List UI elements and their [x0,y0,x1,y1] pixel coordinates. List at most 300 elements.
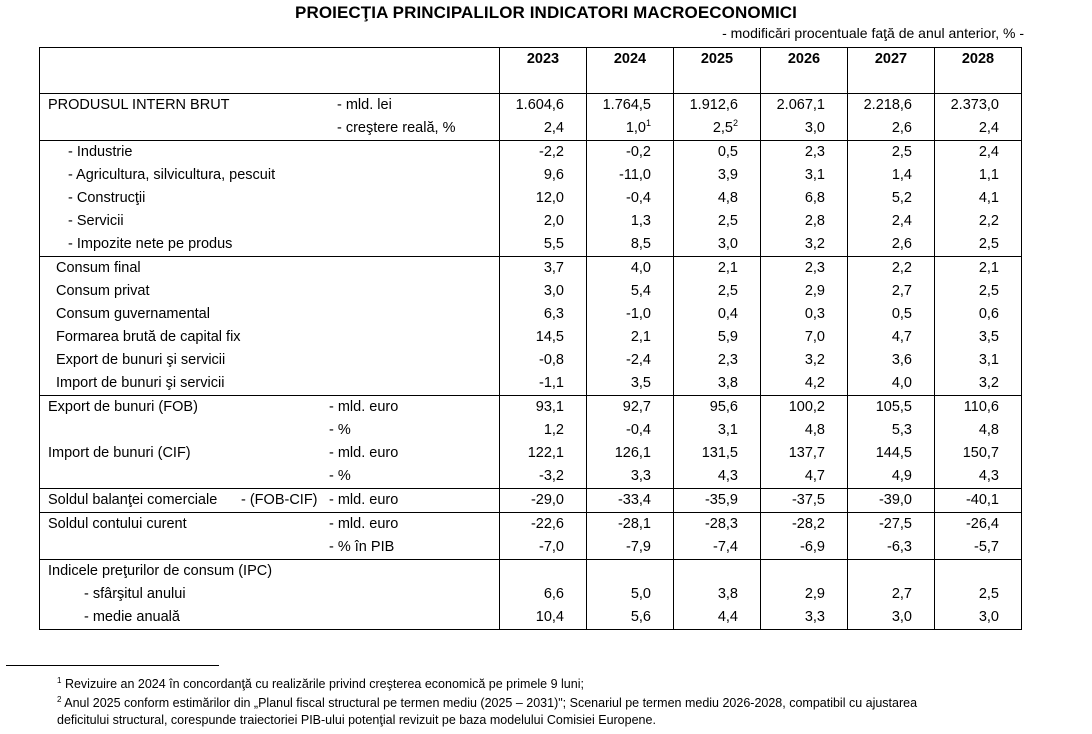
value-cell-2024 [587,210,674,233]
year-header-2023: 2023 [500,48,587,94]
row-label: Consum guvernamental [56,306,210,322]
value: 12,0 [535,190,564,206]
value-cell-2028 [935,489,1022,513]
row-unit: - mld. lei [337,97,392,113]
value-cell-2026 [761,117,848,141]
table-row [40,280,1022,303]
row-unit: - mld. euro [329,492,399,508]
value: -29,0 [530,492,564,508]
value-cell-2025 [674,210,761,233]
value-cell-2027 [848,210,935,233]
value: 2,1 [978,260,999,276]
value: -7,4 [713,539,738,555]
table-row [40,419,1022,442]
value: 126,1 [614,445,651,461]
table-row [40,583,1022,606]
value: 0,5 [717,144,738,160]
value: 3,8 [717,375,738,391]
value: -1,0 [626,306,651,322]
value-cell-2027 [848,187,935,210]
value-cell-2027 [848,233,935,257]
value: 3,8 [717,586,738,602]
value-cell-2023 [500,187,587,210]
table-row [40,396,1022,420]
value: -37,5 [791,492,825,508]
value-cell-2023 [500,164,587,187]
value-cell-2027 [848,489,935,513]
value-cell-2025 [674,489,761,513]
footnote-number: 1 [57,676,62,685]
value: 92,7 [622,399,651,415]
value: 4,0 [630,260,651,276]
year-header-2025: 2025 [674,48,761,94]
footnote-ref: 1 [645,118,651,128]
value-cell-2023 [500,513,587,537]
value: 4,3 [717,468,738,484]
table-row [40,489,1022,513]
row-label-cell [40,465,500,489]
value: 150,7 [962,445,999,461]
value: 2,4 [891,213,912,229]
value-cell-2023 [500,94,587,118]
value: 2,7 [891,283,912,299]
value-cell-2026 [761,606,848,630]
row-unit: - mld. euro [329,399,399,415]
value-cell-2025 [674,465,761,489]
value: -22,6 [530,516,564,532]
row-label-cell [40,164,500,187]
value-cell-2026 [761,187,848,210]
value-cell-2024 [587,465,674,489]
table-row [40,303,1022,326]
value: -33,4 [617,492,651,508]
value-cell-2023 [500,326,587,349]
value-cell-2028 [935,326,1022,349]
value-cell-2028 [935,141,1022,165]
value: 3,6 [891,352,912,368]
row-label-cell [40,210,500,233]
value-cell-2025 [674,141,761,165]
value: 144,5 [875,445,912,461]
value-cell-2023 [500,303,587,326]
value-cell-2026 [761,303,848,326]
value-cell-2024 [587,303,674,326]
value-cell-2025 [674,233,761,257]
footnote-number: 2 [57,695,62,704]
value: 1,1 [978,167,999,183]
value: 2.218,6 [863,97,912,113]
value-cell-2024 [587,349,674,372]
header-row [40,48,1022,94]
value: 2,2 [891,260,912,276]
value-cell-2027 [848,583,935,606]
value: 122,1 [527,445,564,461]
value-cell-2026 [761,489,848,513]
value-cell-2027 [848,560,935,584]
value-cell-2025 [674,583,761,606]
value: 0,6 [978,306,999,322]
value: 2,4 [543,120,564,136]
value: 7,0 [804,329,825,345]
value-cell-2027 [848,326,935,349]
value: 2,8 [804,213,825,229]
value: 100,2 [788,399,825,415]
value-cell-2026 [761,465,848,489]
row-label: Consum privat [56,283,150,299]
value: 2,5 [978,283,999,299]
value-cell-2024 [587,233,674,257]
row-label: Import de bunuri (CIF) [48,445,191,461]
value-cell-2023 [500,396,587,420]
table-row [40,372,1022,396]
value-cell-2025 [674,303,761,326]
value-cell-2023 [500,606,587,630]
header-label-cell [40,48,500,94]
value: -35,9 [704,492,738,508]
value: 4,1 [978,190,999,206]
footnote-separator [6,665,219,666]
year-header-2024: 2024 [587,48,674,94]
value: 2,5 [717,213,738,229]
value: 1,4 [891,167,912,183]
value-cell-2028 [935,187,1022,210]
value: 0,5 [891,306,912,322]
value-cell-2025 [674,606,761,630]
row-label: - Servicii [68,213,124,229]
table-row [40,187,1022,210]
value-cell-2023 [500,117,587,141]
value: 131,5 [701,445,738,461]
value: 110,6 [963,399,999,415]
value: 3,3 [630,468,651,484]
value: 2,1 [717,260,738,276]
value-cell-2025 [674,326,761,349]
value-cell-2025 [674,349,761,372]
value-cell-2025 [674,280,761,303]
value: 2,5 [712,120,733,136]
value-cell-2027 [848,396,935,420]
value-cell-2025 [674,117,761,141]
value: 6,6 [543,586,564,602]
value: 5,3 [891,422,912,438]
value: -7,0 [539,539,564,555]
value-cell-2023 [500,233,587,257]
value-cell-2024 [587,396,674,420]
row-label: Export de bunuri (FOB) [48,399,198,415]
value-cell-2026 [761,396,848,420]
value: 1.764,5 [602,97,651,113]
value: 2.373,0 [950,97,999,113]
value-cell-2028 [935,303,1022,326]
value: 3,0 [804,120,825,136]
footnote-text: deficitului structural, corespunde traiectoriei PIB-ului potenţial revizuit pe baza modelului Comisiei Europene. [57,713,656,727]
footnote [57,712,656,729]
value-cell-2026 [761,257,848,281]
row-label: - Industrie [68,144,133,160]
value-cell-2028 [935,583,1022,606]
value-cell-2024 [587,326,674,349]
value: 3,1 [804,167,825,183]
value: 3,1 [978,352,999,368]
value-cell-2026 [761,233,848,257]
value-cell-2028 [935,560,1022,584]
row-label-cell [40,372,500,396]
row-unit: - % [329,422,351,438]
value-cell-2025 [674,372,761,396]
value-cell-2026 [761,326,848,349]
table-row [40,513,1022,537]
value: 5,2 [891,190,912,206]
value-cell-2024 [587,187,674,210]
row-unit: - % în PIB [329,539,395,555]
table-row [40,257,1022,281]
row-unit: - mld. euro [329,516,399,532]
value-cell-2028 [935,465,1022,489]
value: -28,1 [617,516,651,532]
value: 3,2 [978,375,999,391]
row-label: Indicele preţurilor de consum (IPC) [48,563,273,579]
value: -6,9 [800,539,825,555]
value: -0,4 [626,190,651,206]
value-cell-2028 [935,349,1022,372]
value: 2,1 [630,329,651,345]
value-cell-2026 [761,280,848,303]
row-label: - Impozite nete pe produs [68,236,233,252]
value: 8,5 [630,236,651,252]
value: 93,1 [535,399,564,415]
value-cell-2027 [848,442,935,465]
row-label: - sfârşitul anului [84,586,186,602]
value-cell-2026 [761,419,848,442]
row-label-cell [40,233,500,257]
value: 3,5 [630,375,651,391]
row-label-cell [40,257,500,281]
value: -1,1 [539,375,564,391]
row-label-cell [40,303,500,326]
value-cell-2028 [935,419,1022,442]
value-cell-2025 [674,94,761,118]
row-label-cell [40,396,500,420]
value: 3,7 [543,260,564,276]
value: 3,2 [804,236,825,252]
value-cell-2024 [587,117,674,141]
value-cell-2023 [500,349,587,372]
value: 2,6 [891,236,912,252]
value: 1.912,6 [689,97,738,113]
table-row [40,233,1022,257]
row-label-cell [40,513,500,537]
value-cell-2028 [935,233,1022,257]
row-unit: - mld. euro [329,445,399,461]
row-label-cell [40,349,500,372]
value: 2,4 [978,144,999,160]
value: 3,2 [804,352,825,368]
value: 6,8 [804,190,825,206]
table-row [40,117,1022,141]
value-cell-2023 [500,489,587,513]
value: 3,0 [717,236,738,252]
value-cell-2023 [500,210,587,233]
value: 2,0 [543,213,564,229]
value-cell-2024 [587,257,674,281]
value: 4,4 [717,609,738,625]
value: 5,0 [630,586,651,602]
value: 1.604,6 [515,97,564,113]
row-label: - medie anuală [84,609,180,625]
value: 10,4 [535,609,564,625]
row-label: Consum final [56,260,141,276]
value-cell-2025 [674,187,761,210]
value-cell-2024 [587,419,674,442]
value: 2,3 [804,260,825,276]
value: 3,0 [543,283,564,299]
value: 1,3 [630,213,651,229]
value-cell-2028 [935,117,1022,141]
value-cell-2026 [761,210,848,233]
value-cell-2027 [848,303,935,326]
value: 3,5 [978,329,999,345]
page-title: PROIECŢIA PRINCIPALILOR INDICATORI MACROECONOMICI [295,3,797,22]
row-label-cell [40,141,500,165]
value: -40,1 [965,492,999,508]
value-cell-2024 [587,372,674,396]
row-label-cell [40,280,500,303]
value-cell-2028 [935,442,1022,465]
value: -0,2 [626,144,651,160]
value: 2,5 [978,586,999,602]
value: 0,4 [717,306,738,322]
value-cell-2024 [587,94,674,118]
value: -2,4 [626,352,651,368]
value-cell-2027 [848,117,935,141]
value-cell-2025 [674,442,761,465]
value-cell-2026 [761,442,848,465]
value: 9,6 [543,167,564,183]
row-label: - Agricultura, silvicultura, pescuit [68,167,276,183]
value-cell-2027 [848,606,935,630]
value: -2,2 [539,144,564,160]
value-cell-2028 [935,396,1022,420]
table-subtitle: - modificări procentuale faţă de anul anterior, % - [722,25,1024,41]
row-label-cell [40,560,500,584]
row-label: Export de bunuri şi servicii [56,352,226,368]
value-cell-2028 [935,210,1022,233]
value: -39,0 [878,492,912,508]
value: 2,6 [891,120,912,136]
value-cell-2024 [587,560,674,584]
value-cell-2028 [935,536,1022,560]
value: -5,7 [974,539,999,555]
value: -27,5 [878,516,912,532]
value-cell-2024 [587,141,674,165]
table-row [40,349,1022,372]
value: 0,3 [804,306,825,322]
row-label-cell [40,94,500,118]
row-label: Import de bunuri şi servicii [56,375,225,391]
value-cell-2027 [848,164,935,187]
value: 2,9 [804,586,825,602]
footnote-text: Revizuire an 2024 în concordanţă cu realizările privind creşterea economică pe primele 9 luni; [64,677,584,691]
value-cell-2024 [587,606,674,630]
value-cell-2024 [587,280,674,303]
row-label: PRODUSUL INTERN BRUT [48,97,230,113]
value: 2,5 [978,236,999,252]
value: 3,1 [717,422,738,438]
value-cell-2027 [848,513,935,537]
value: 4,3 [978,468,999,484]
value-cell-2028 [935,372,1022,396]
value: 2,2 [978,213,999,229]
value-cell-2026 [761,164,848,187]
value: 4,9 [891,468,912,484]
value: -0,4 [626,422,651,438]
value-cell-2023 [500,583,587,606]
value: 2.067,1 [776,97,825,113]
value-cell-2024 [587,536,674,560]
value-cell-2023 [500,372,587,396]
year-header-2026: 2026 [761,48,848,94]
row-label-cell [40,187,500,210]
value: 2,9 [804,283,825,299]
value-cell-2028 [935,94,1022,118]
value-cell-2025 [674,396,761,420]
value: 3,0 [891,609,912,625]
value: 3,0 [978,609,999,625]
value: 4,7 [891,329,912,345]
value-cell-2023 [500,141,587,165]
value-cell-2028 [935,513,1022,537]
value: 2,3 [717,352,738,368]
value: 2,7 [891,586,912,602]
row-unit: - % [329,468,351,484]
value-cell-2026 [761,141,848,165]
value-cell-2027 [848,536,935,560]
table-row [40,141,1022,165]
table-row [40,210,1022,233]
row-mid-label: - (FOB-CIF) [241,492,318,508]
value: -26,4 [965,516,999,532]
row-label-cell [40,489,500,513]
value: 5,9 [717,329,738,345]
value: -11,0 [619,167,651,183]
value-cell-2027 [848,349,935,372]
value-cell-2028 [935,257,1022,281]
value: 137,7 [788,445,825,461]
row-label-cell [40,326,500,349]
value-cell-2023 [500,536,587,560]
value-cell-2023 [500,419,587,442]
value: 105,5 [875,399,912,415]
value-cell-2024 [587,164,674,187]
table-row [40,560,1022,584]
value-cell-2023 [500,257,587,281]
value-cell-2027 [848,419,935,442]
value: 2,5 [891,144,912,160]
value: 2,4 [978,120,999,136]
row-label: Soldul contului curent [48,516,187,532]
value: -0,8 [539,352,564,368]
value-cell-2025 [674,513,761,537]
row-label-cell [40,117,500,141]
value: 1,2 [543,422,564,438]
value: 4,8 [717,190,738,206]
footnote [57,695,917,712]
value-cell-2024 [587,583,674,606]
value: 14,5 [535,329,564,345]
value-cell-2026 [761,372,848,396]
row-label-cell [40,583,500,606]
value: -28,2 [791,516,825,532]
